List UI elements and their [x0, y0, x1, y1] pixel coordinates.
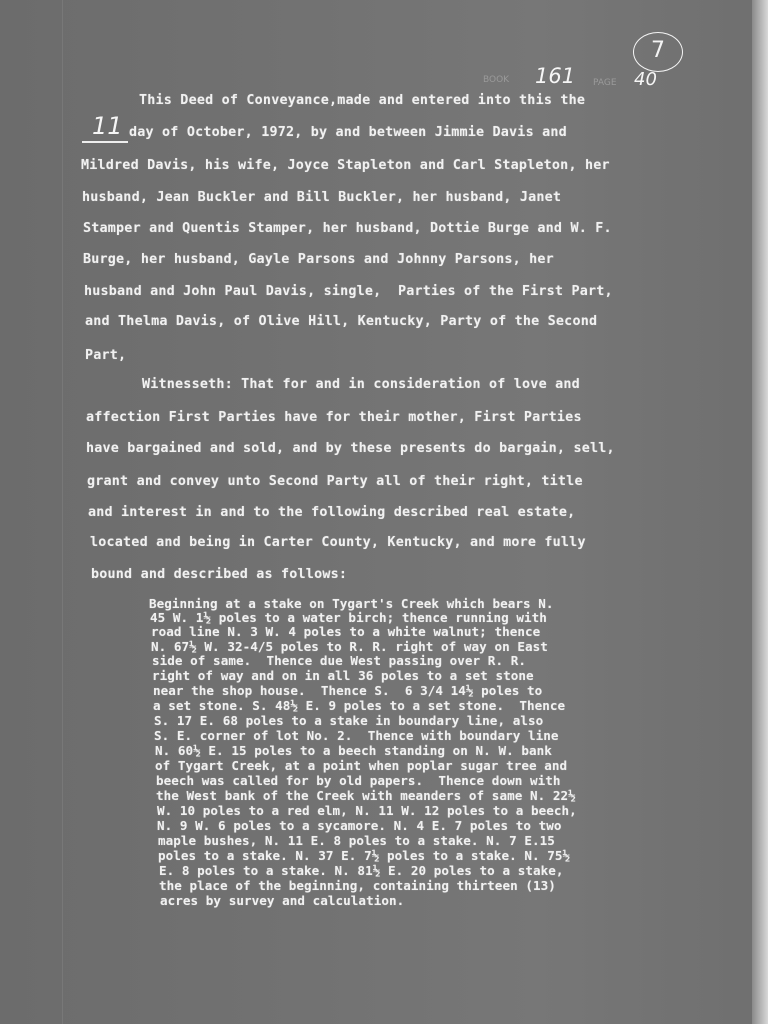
text-line: Stamper and Quentis Stamper, her husband, Dottie Burge and W. F.	[83, 221, 612, 236]
text-line: N. 60½ E. 15 poles to a beech standing on N. W. bank	[155, 743, 552, 758]
page-label: PAGE	[593, 78, 617, 88]
text-line: S. 17 E. 68 poles to a stake in boundary line, also	[154, 713, 544, 728]
text-line: the place of the beginning, containing thirteen (13)	[159, 878, 556, 893]
day-handwritten: 11	[92, 112, 123, 140]
text-line: of Tygart Creek, at a point when poplar sugar tree and	[155, 758, 568, 773]
text-line: W. 10 poles to a red elm, N. 11 W. 12 poles to a beech,	[157, 803, 577, 818]
text-line: acres by survey and calculation.	[160, 893, 405, 908]
page-fold-line	[62, 0, 63, 1024]
text-line: Witnesseth: That for and in consideration of love and	[142, 377, 580, 392]
text-line: road line N. 3 W. 4 poles to a white walnut; thence	[151, 624, 541, 639]
text-line: have bargained and sold, and by these presents do bargain, sell,	[86, 441, 615, 456]
book-label: BOOK	[483, 75, 510, 85]
book-number-handwritten: 161	[535, 64, 576, 88]
text-line: bound and described as follows:	[91, 567, 348, 582]
text-line: beech was called for by old papers. Thence down with	[156, 773, 561, 788]
text-line: grant and convey unto Second Party all of their right, title	[87, 474, 583, 489]
text-line: husband, Jean Buckler and Bill Buckler, her husband, Janet	[82, 190, 562, 205]
text-line: Mildred Davis, his wife, Joyce Stapleton and Carl Stapleton, her	[81, 158, 610, 173]
text-line: affection First Parties have for their mother, First Parties	[86, 410, 582, 425]
text-line: the West bank of the Creek with meanders of same N. 22½	[156, 788, 576, 803]
text-line: maple bushes, N. 11 E. 8 poles to a stake. N. 7 E.15	[158, 833, 555, 848]
text-line: and interest in and to the following described real estate,	[88, 505, 576, 520]
text-line: husband and John Paul Davis, single, Parties of the First Part,	[84, 284, 613, 299]
page-number-handwritten: 40	[634, 69, 657, 90]
circled-number-annotation	[633, 32, 683, 72]
text-line: This Deed of Conveyance,made and entered into this the	[139, 93, 586, 108]
text-line: 45 W. 1½ poles to a water birch; thence running with	[150, 610, 547, 625]
text-line: Part,	[85, 348, 127, 363]
text-line: Beginning at a stake on Tygart's Creek which bears N.	[149, 596, 554, 611]
text-line: right of way and on in all 36 poles to a set stone	[152, 668, 534, 683]
text-line: N. 9 W. 6 poles to a sycamore. N. 4 E. 7 poles to two	[157, 818, 562, 833]
circled-number: 7	[651, 38, 665, 63]
text-line: day of October, 1972, by and between Jimmie Davis and	[129, 125, 567, 140]
text-line: side of same. Thence due West passing over R. R.	[152, 653, 526, 668]
text-line: N. 67½ W. 32-4/5 poles to R. R. right of way on East	[151, 639, 548, 654]
text-line: located and being in Carter County, Kentucky, and more fully	[90, 535, 586, 550]
text-line: near the shop house. Thence S. 6 3/4 14½ poles to	[153, 683, 543, 698]
text-line: a set stone. S. 48½ E. 9 poles to a set stone. Thence	[153, 698, 566, 713]
text-line: poles to a stake. N. 37 E. 7½ poles to a stake. N. 75½	[158, 848, 571, 863]
text-line: and Thelma Davis, of Olive Hill, Kentucky, Party of the Second	[85, 314, 598, 329]
text-line: E. 8 poles to a stake. N. 81½ E. 20 poles to a stake,	[159, 863, 564, 878]
text-line: S. E. corner of lot No. 2. Thence with boundary line	[154, 728, 559, 743]
text-line: Burge, her husband, Gayle Parsons and Johnny Parsons, her	[83, 252, 554, 267]
day-blank-rule	[82, 141, 128, 143]
